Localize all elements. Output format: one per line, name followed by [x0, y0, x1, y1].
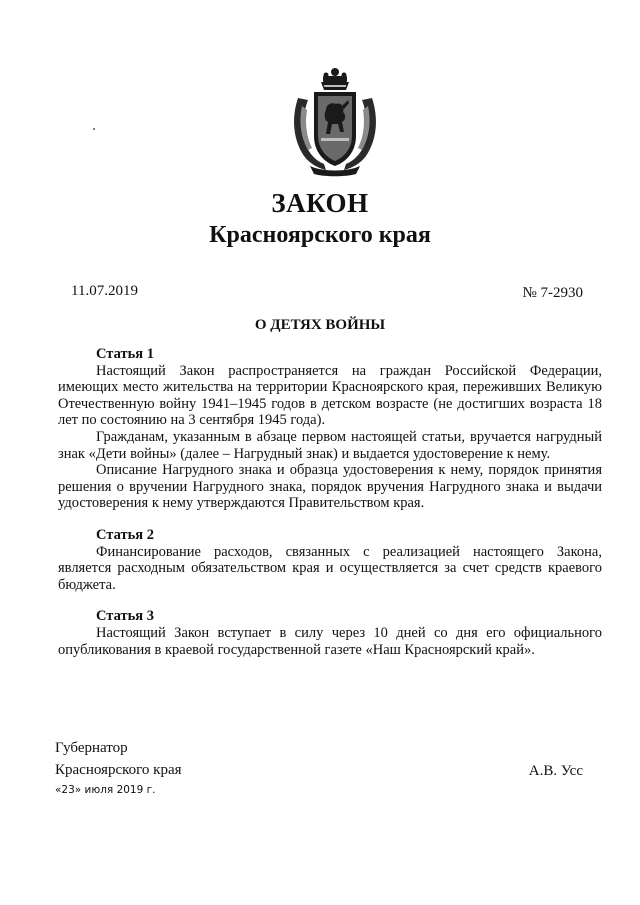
- article-3-heading: Статья 3: [96, 608, 154, 625]
- law-name: О ДЕТЯХ ВОЙНЫ: [254, 317, 386, 333]
- coat-of-arms-icon: [290, 66, 380, 178]
- article-3-paragraph-1: Настоящий Закон вступает в силу через 10 дней со дня его официального опубликования в краевой государственной газете «Наш Красноярский край».: [58, 624, 602, 658]
- law-date: 11.07.2019: [71, 283, 138, 299]
- signer-position-line-1: Губернатор: [55, 740, 128, 756]
- signer-position-line-2: Красноярского края: [55, 762, 182, 778]
- article-1-paragraph-1: Настоящий Закон распространяется на граждан Российской Федерации, имеющих место жительства на территории Красноярского края, переживших Великую Отечественную войну 1941–1945 годов в детском возрасте (не достигших возраста 18 лет по состоянию на 3 сентября 1945 года).: [58, 362, 602, 429]
- law-number: № 7-2930: [522, 285, 583, 301]
- document-title: ЗАКОН: [271, 188, 369, 218]
- article-1-paragraph-2: Гражданам, указанным в абзаце первом настоящей статьи, вручается нагрудный знак «Дети войны» (далее – Нагрудный знак) и выдается удостоверение к нему.: [58, 428, 602, 462]
- article-1-paragraph-3: Описание Нагрудного знака и образца удостоверения к нему, порядок принятия решения о вручении Нагрудного знака, порядок вручения Нагрудного знака и выдачи удостоверения к нему утверждаются Правительством края.: [58, 462, 602, 512]
- law-body: [58, 346, 602, 658]
- signer-position: [55, 737, 182, 781]
- scan-speck: [93, 128, 95, 130]
- document-subtitle: Красноярского края: [209, 222, 431, 248]
- article-2-heading: Статья 2: [96, 526, 154, 543]
- signer-name: А.В. Усс: [528, 763, 583, 779]
- signed-date: «23» июля 2019 г.: [55, 784, 156, 796]
- article-1-heading: Статья 1: [96, 346, 154, 362]
- article-2-paragraph-1: Финансирование расходов, связанных с реализацией настоящего Закона, является расходным обязательством края и осуществляется за счет средств краевого бюджета.: [58, 543, 602, 593]
